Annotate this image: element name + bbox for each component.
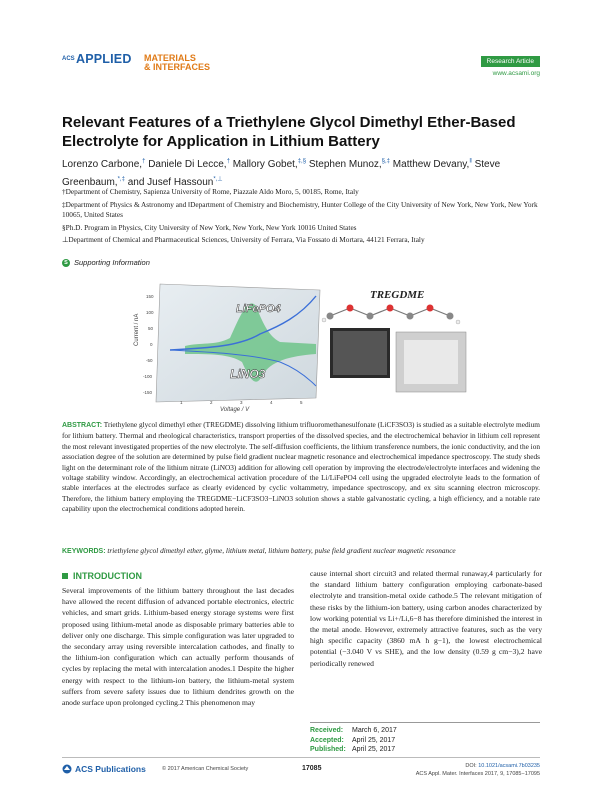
- author[interactable]: Steve Greenbaum,*,‡: [62, 159, 501, 188]
- affiliation: †Department of Chemistry, Sapienza University of Rome, Piazzale Aldo Moro, 5, 00185, Rome, Italy: [62, 187, 359, 196]
- abstract: [62, 420, 540, 515]
- author-list: [62, 155, 542, 190]
- copyright: © 2017 American Chemical Society: [162, 766, 249, 772]
- section-marker-icon: [62, 573, 68, 579]
- toc-graphic: [130, 276, 475, 414]
- author[interactable]: Daniele Di Lecce,†: [148, 159, 230, 171]
- label-lino3: LiNO3: [230, 367, 266, 381]
- tregdme-molecule: [322, 305, 460, 325]
- cv-x-axis-label: Voltage / V: [220, 407, 250, 413]
- keywords-label: KEYWORDS:: [62, 548, 106, 555]
- logo-applied: APPLIED: [76, 52, 132, 66]
- keywords: [62, 546, 540, 557]
- citation: ACS Appl. Mater. Interfaces 2017, 9, 17085−17095: [415, 771, 540, 777]
- page-footer: [62, 762, 540, 778]
- intro-column-right: cause internal short circuit3 and related thermal runaway,4 particularly for the standard lithium battery configuration employing carbonate-based electrolyte and transition-metal oxide cathode.5 The relevant mitigation of these risks by the lithium-ion battery, using carbon anodes characterized by low working potential vs Li+/Li,6−8 has therefore diminished the interest in the metal anode. However, extremely attractive features, such as the very high specific capacity (3860 mA h g−1), the lowest electrochemical potential (−3.040 V vs SHE), and the low density (0.59 g cm−3),2 have periodically renewed: [310, 569, 542, 668]
- cv-x-tick: 1: [180, 400, 183, 405]
- page-number: 17085: [302, 765, 322, 772]
- affiliations: [62, 187, 542, 248]
- abstract-label: ABSTRACT:: [62, 422, 103, 429]
- footer-divider: [62, 757, 540, 758]
- author[interactable]: Lorenzo Carbone,†: [62, 159, 146, 171]
- doi-block: [416, 762, 540, 778]
- supporting-info-icon: S: [62, 259, 70, 267]
- doi-label: DOI:: [465, 763, 477, 769]
- dates-divider: [310, 722, 540, 723]
- publication-dates: [310, 726, 397, 755]
- logo-acs: ACS: [62, 56, 75, 62]
- acs-logo-icon: [62, 764, 72, 774]
- date-published: Published: April 25, 2017: [310, 746, 396, 753]
- section-title: INTRODUCTION: [73, 571, 142, 581]
- logo-interfaces: & INTERFACES: [144, 62, 211, 72]
- journal-header: [62, 52, 540, 80]
- label-lifepo4: LiFePO4: [236, 303, 281, 315]
- article-title: Relevant Features of a Triethylene Glycol Dimethyl Ether-Based Electrolyte for Application in Lithium Battery: [62, 114, 516, 150]
- author[interactable]: Mallory Gobet,‡,§: [232, 159, 307, 171]
- cv-y-tick: -150: [143, 390, 153, 395]
- acs-publications-logo[interactable]: [62, 764, 146, 774]
- cv-x-tick: 3: [240, 400, 243, 405]
- sem-image-inner: [333, 331, 387, 375]
- label-tregdme: TREGDME: [370, 289, 425, 301]
- publisher-name: ACS Publications: [75, 764, 146, 774]
- author[interactable]: and Jusef Hassoun*,⊥: [127, 176, 223, 188]
- cv-x-tick: 2: [210, 400, 213, 405]
- cv-y-axis-label: Current / nA: [134, 313, 140, 346]
- author[interactable]: Matthew Devany,‖: [392, 159, 472, 171]
- keywords-text: triethylene glycol dimethyl ether, glyme, lithium metal, lithium battery, pulse field gradient nuclear magnetic resonance: [107, 546, 456, 555]
- intro-column-left: Several improvements of the lithium battery throughout the last decades have allowed the recent diffusion of advanced portable electronics, electric vehicles, and smart grids. Lithium-based energy storage systems were first proposed using lithium-metal anode as disposable primary batteries able to deliver only one discharge. This simple configuration was later upgraded to the secondary array using reversible intercalation cathodes, and finally to the lithium-ion configuration which can actually perform thousands of cycles by replacing the metal with intercalation anodes.1 Despite the higher energy with respect to the lithium-ion battery, the lithium-metal system suffers from severe safety issues due to lithium dendrites growth on the anode surface upon prolonged cycling.2 This phenomenon may: [62, 586, 294, 708]
- logo-materials: MATERIALS: [144, 53, 196, 63]
- cv-y-tick: 0: [150, 342, 153, 347]
- supporting-information-link[interactable]: [62, 258, 150, 267]
- affiliation: ‡Department of Physics & Astronomy and ‖Department of Chemistry and Biochemistry, Hunter College of the City University of New York, New York, New York 10065, United States: [62, 199, 538, 219]
- cv-y-tick: 150: [146, 294, 154, 299]
- cv-x-tick: 5: [300, 400, 303, 405]
- cv-y-tick: 100: [146, 310, 154, 315]
- affiliation: ⊥Department of Chemical and Pharmaceutical Sciences, University of Ferrara, Via Fossato di Mortara, 44121 Ferrara, Italy: [62, 235, 425, 244]
- abstract-text: Triethylene glycol dimethyl ether (TREGDME) dissolving lithium trifluoromethanesulfonate (LiCF3SO3) is studied as a suitable electrolyte medium for lithium battery. Thermal and rheological characteristics, transport properties of the dissolved species, and the electrochemical behavior in lithium cell represent the most relevant investigated properties of the new electrolyte. The self-diffusion coefficients, the lithium transference numbers, the ionic conductivity, and the ion association degree of the solution are determined by pulse field gradient nuclear magnetic resonance and electrochemical impedance spectroscopy. The study sheds light on the determinant role of the lithium nitrate (LiNO3) addition for allowing cell operation by improving the electrode/electrolyte interfaces and widening the voltage stability window. Accordingly, an electrochemical activation procedure of the Li/LiFePO4 cell using the upgraded electrolyte leads to the formation of stable interfaces at the electrodes surface as clearly evidenced by cyclic voltammetry, impedance spectroscopy, and ex situ scanning electron microscopy. Therefore, the lithium battery employing the TREGDME−LiCF3SO3−LiNO3 solution shows a stable galvanostatic cycling, a high efficiency, and a notable rate capability upon the electrochemical conditions adopted herein.: [62, 420, 540, 514]
- pouch-cell-inner: [404, 340, 458, 384]
- doi-link[interactable]: 10.1021/acsami.7b03235: [478, 763, 540, 769]
- date-received: Received: March 6, 2017: [310, 727, 397, 734]
- section-heading-introduction: [62, 571, 142, 581]
- cv-y-tick: -50: [146, 358, 153, 363]
- author[interactable]: Stephen Munoz,§,‡: [308, 159, 391, 171]
- date-accepted: Accepted: April 25, 2017: [310, 736, 396, 744]
- cv-x-tick: 4: [270, 400, 273, 405]
- article-type-badge: Research Article: [481, 56, 540, 67]
- journal-url-link[interactable]: www.acsami.org: [492, 70, 540, 77]
- affiliation: §Ph.D. Program in Physics, City University of New York, New York, New York 10016 United States: [62, 222, 357, 232]
- supporting-info-label: Supporting Information: [74, 258, 150, 267]
- cv-y-tick: -100: [143, 374, 153, 379]
- cv-y-tick: 50: [148, 326, 154, 331]
